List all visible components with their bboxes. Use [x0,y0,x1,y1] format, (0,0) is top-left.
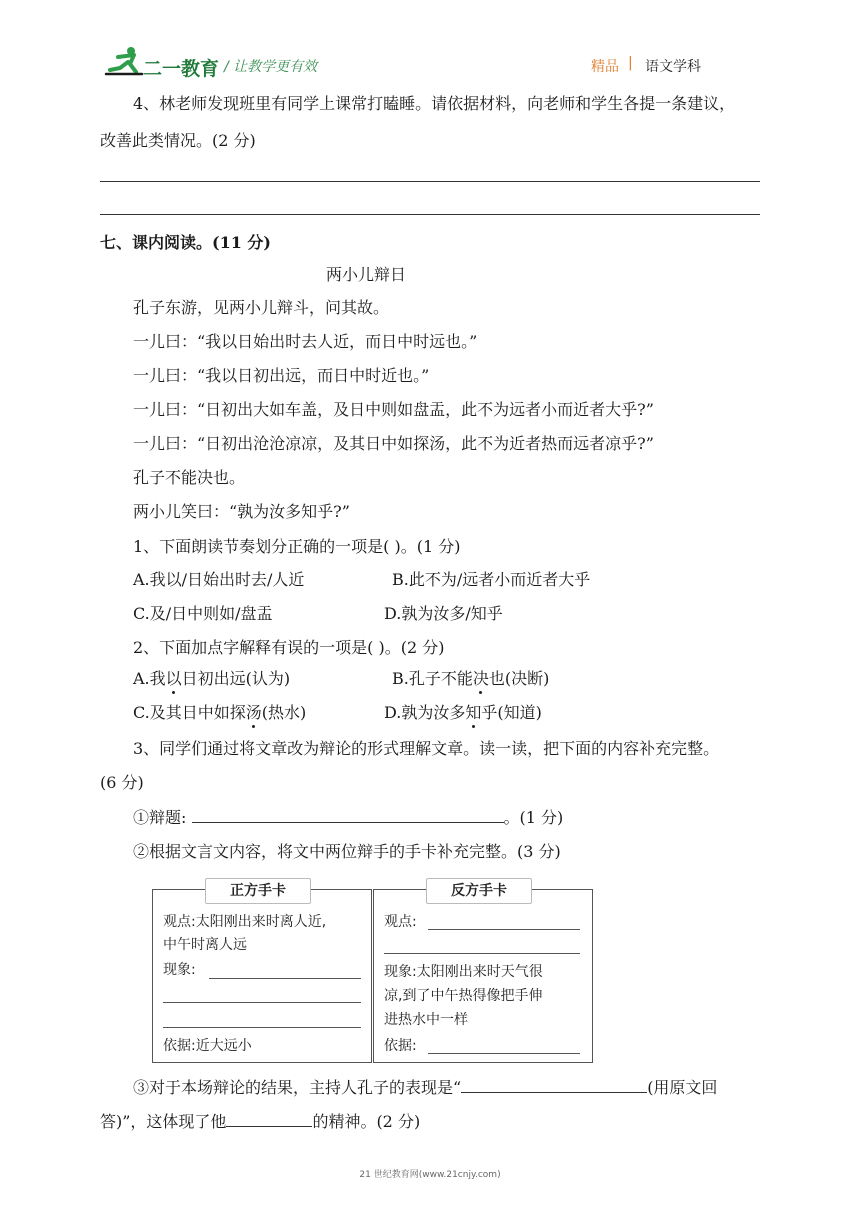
header-separator: | [628,55,633,71]
answer-blank[interactable] [461,1076,647,1093]
q3-stem-line1: 3、同学们通过将文章改为辩论的形式理解文章。读一读，把下面的内容补充完整。 [133,739,720,758]
passage-line: 一儿曰：“我以日始出时去人近，而日中时远也。” [133,332,478,351]
card-blank-line[interactable] [384,953,580,954]
slogan: / 让教学更有效 [224,59,318,75]
passage-line: 一儿曰：“日初出大如车盖，及日中则如盘盂，此不为远者小而近者大乎?” [133,400,654,419]
answer-blank[interactable] [226,1110,312,1127]
page-footer: 21 世纪教育网(www.21cnjy.com) [359,1170,501,1180]
card-blank-line[interactable] [428,929,580,930]
passage-line: 两小儿笑曰：“孰为汝多知乎?” [133,502,350,521]
con-basis-label: 依据: [384,1038,417,1054]
answer-line-2 [100,214,760,215]
con-view-label: 观点: [384,914,417,930]
dotted-char: 以 [165,669,182,688]
pro-view-line1: 观点:太阳刚出来时离人近, [163,914,327,930]
q2-option-b: B.孔子不能决也(决断) [392,669,550,688]
q2-option-d: D.孰为汝多知乎(知道) [384,703,542,722]
card-blank-line[interactable] [163,1002,361,1003]
pro-side-card [152,883,372,1063]
logo-runner-icon [104,44,144,78]
q1-stem: 1、下面朗读节奏划分正确的一项是( )。(1 分) [133,537,461,556]
q4-line1: 4、林老师发现班里有同学上课常打瞌睡。请依据材料，向老师和学生各提一条建议， [133,94,736,113]
passage-line: 孔子不能决也。 [133,468,246,487]
q3-sub1: ①辩题: 。(1 分) [133,808,564,827]
con-side-card [373,883,593,1063]
dotted-char: 汤 [245,703,262,722]
passage-title: 两小儿辩日 [326,265,407,284]
q3-stem-line2: (6 分) [100,773,144,792]
card-blank-line[interactable] [428,1053,580,1054]
card-blank-line[interactable] [209,978,361,979]
pro-view-line2: 中午时离人远 [163,937,247,953]
card-blank-line[interactable] [163,1027,361,1028]
header [0,0,860,90]
passage-line: 一儿曰：“日初出沧沧凉凉，及其日中如探汤，此不为近者热而远者凉乎?” [133,434,654,453]
q2-option-c: C.及其日中如探汤(热水) [133,703,307,722]
pro-card-title: 正方手卡 [205,878,311,904]
q2-option-a: A.我以日初出远(认为) [133,669,291,688]
q3-sub3-line1: ③对于本场辩论的结果，主持人孔子的表现是“ (用原文回 [133,1078,718,1097]
section-title: 七、课内阅读。(11 分) [100,233,271,252]
dotted-char: 决 [472,669,489,688]
quality-badge: 精品 [591,59,619,75]
logo-text: 二一教育 [143,58,220,80]
q2-stem: 2、下面加点字解释有误的一项是( )。(2 分) [133,638,445,657]
passage-line: 孔子东游，见两小儿辩斗，问其故。 [133,298,390,317]
q4-line2: 改善此类情况。(2 分) [100,131,256,150]
q1-option-c: C.及/日中则如/盘盂 [133,604,273,623]
con-phen-line3: 进热水中一样 [384,1012,468,1028]
answer-blank[interactable] [192,806,504,823]
q1-option-d: D.孰为汝多/知乎 [384,604,503,623]
pro-basis: 依据:近大远小 [163,1038,252,1054]
pro-phenomenon-label: 现象: [163,962,196,978]
q3-sub3-line2: 答)”，这体现了他 的精神。(2 分) [100,1112,421,1131]
con-phen-line1: 现象:太阳刚出来时天气很 [384,964,543,980]
subject-label: 语文学科 [645,59,701,75]
dotted-char: 知 [465,703,482,722]
con-phen-line2: 凉,到了中午热得像把手伸 [384,988,543,1004]
passage-line: 一儿曰：“我以日初出远，而日中时近也。” [133,366,430,385]
q1-option-a: A.我以/日始出时去/人近 [133,570,305,589]
answer-line-1 [100,181,760,182]
con-card-title: 反方手卡 [426,878,532,904]
q3-sub2: ②根据文言文内容，将文中两位辩手的手卡补充完整。(3 分) [133,842,561,861]
q1-option-b: B.此不为/远者小而近者大乎 [392,570,591,589]
